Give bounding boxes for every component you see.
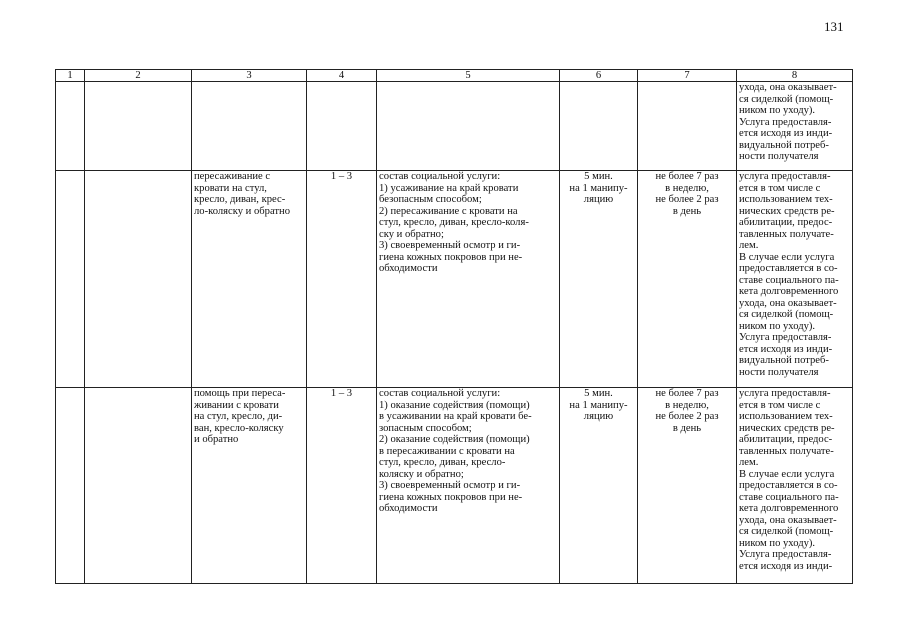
cell-text-line: предоставляется в со- <box>739 263 838 274</box>
cell-text-line: на 1 манипу- <box>569 182 628 194</box>
cell-text-line: не более 2 раз <box>655 411 719 422</box>
cell-text-line: ухода, она оказывает- <box>739 514 837 526</box>
cell-text-line: предоставляется в со- <box>739 480 838 491</box>
services-table <box>55 69 853 584</box>
cell-text-line: ставе социального па- <box>739 274 839 286</box>
cell-group: 1 – 3 <box>307 171 377 388</box>
cell-text-line: пересаживание с <box>194 171 271 182</box>
cell-duration <box>560 171 638 388</box>
cell-text-line: кровати на стул, <box>194 182 267 194</box>
cell-text-line: ся сиделкой (помощ- <box>739 93 834 105</box>
table-row <box>56 171 853 388</box>
header-cell: 2 <box>85 70 192 82</box>
cell-notes <box>737 82 853 171</box>
cell-text-line: нических средств ре- <box>739 205 835 217</box>
cell-text-line: 1) оказание содействия (помощи) <box>379 399 530 411</box>
page-number: 131 <box>824 19 844 34</box>
cell-service-name <box>192 82 307 171</box>
cell-text-line: ется в том числе с <box>739 399 821 411</box>
cell-text-line: ется в том числе с <box>739 182 821 194</box>
cell-text-line: ности получателя <box>739 151 819 162</box>
cell-text-line: ло-коляску и обратно <box>194 205 291 217</box>
cell-text-line: кресло, диван, крес- <box>194 194 286 205</box>
cell-text-line: обходимости <box>379 503 438 514</box>
cell-text-line: тавленных получате- <box>739 228 834 240</box>
cell-text-line: ся сиделкой (помощ- <box>739 526 834 537</box>
cell-text-line: безопасным способом; <box>379 194 482 205</box>
cell-text-line: использованием тех- <box>739 411 833 422</box>
cell-text-line: ляцию <box>583 411 614 422</box>
cell-notes <box>737 171 853 388</box>
cell-text-line: ван, кресло-коляску <box>194 422 284 434</box>
cell-duration <box>560 388 638 584</box>
cell-service-content <box>377 388 560 584</box>
cell-service-name <box>192 171 307 388</box>
cell-text-line: ником по уходу). <box>739 537 816 549</box>
header-cell: 7 <box>638 70 737 82</box>
cell-text-line: 5 мин. <box>584 171 613 182</box>
cell-text-line: нических средств ре- <box>739 422 835 434</box>
cell-text-line: тавленных получате- <box>739 445 834 457</box>
cell-text-line: ется исходя из инди- <box>739 128 833 139</box>
header-cell: 4 <box>307 70 377 82</box>
cell-text-line: в неделю, <box>665 182 709 194</box>
cell-text-line: в неделю, <box>665 399 709 411</box>
cell-service-name <box>192 388 307 584</box>
cell-col1 <box>56 82 85 171</box>
cell-text-line: видуальной потреб- <box>739 355 829 366</box>
cell-text-line: зопасным способом; <box>379 422 472 434</box>
cell-text-line: в день <box>672 422 702 434</box>
cell-text-line: 2) оказание содействия (помощи) <box>379 434 530 445</box>
cell-col1 <box>56 388 85 584</box>
cell-text-line: стул, кресло, диван, кресло- <box>379 457 506 468</box>
cell-text-line: кета долговременного <box>739 286 839 297</box>
cell-text-line: и обратно <box>194 434 239 445</box>
header-cell: 6 <box>560 70 638 82</box>
cell-frequency <box>638 171 737 388</box>
cell-group <box>307 82 377 171</box>
cell-text-line: лем. <box>739 240 759 251</box>
cell-text-line: лем. <box>739 457 759 468</box>
cell-text-line: ется исходя из инди- <box>739 560 833 572</box>
cell-col2 <box>85 171 192 388</box>
table-row <box>56 82 853 171</box>
table-row <box>56 388 853 584</box>
cell-text-line: ником по уходу). <box>739 320 816 332</box>
cell-text-line: ником по уходу). <box>739 105 816 116</box>
cell-text-line: абилитации, предос- <box>739 217 833 228</box>
cell-text-line: 3) своевременный осмотр и ги- <box>379 240 521 251</box>
cell-text-line: на 1 манипу- <box>569 399 628 411</box>
cell-service-content <box>377 82 560 171</box>
cell-notes <box>737 388 853 584</box>
cell-text-line: ухода, она оказывает- <box>739 297 837 309</box>
cell-text-line: 2) пересаживание с кровати на <box>379 205 518 217</box>
cell-frequency <box>638 388 737 584</box>
cell-text-line: коляску и обратно; <box>379 468 464 480</box>
cell-text-line: не более 7 раз <box>655 388 719 399</box>
cell-text-line: ляцию <box>583 194 614 205</box>
cell-text-line: ску и обратно; <box>379 228 444 240</box>
cell-col1 <box>56 171 85 388</box>
cell-text-line: В случае если услуга <box>739 251 835 263</box>
cell-text-line: кета долговременного <box>739 503 839 514</box>
cell-text-line: состав социальной услуги: <box>379 171 501 182</box>
cell-text-line: ухода, она оказывает- <box>739 82 837 93</box>
cell-text-line: абилитации, предос- <box>739 434 833 445</box>
cell-text-line: стул, кресло, диван, кресло-коля- <box>379 217 529 228</box>
cell-group: 1 – 3 <box>307 388 377 584</box>
cell-text-line: ся сиделкой (помощ- <box>739 309 834 320</box>
cell-text-line: живании с кровати <box>194 399 279 411</box>
header-row <box>56 70 853 82</box>
cell-text-line: Услуга предоставля- <box>739 116 832 128</box>
cell-duration <box>560 82 638 171</box>
cell-frequency <box>638 82 737 171</box>
cell-text-line: обходимости <box>379 263 438 274</box>
cell-text-line: ставе социального па- <box>739 491 839 503</box>
cell-service-content <box>377 171 560 388</box>
cell-text-line: 1) усаживание на край кровати <box>379 182 519 194</box>
cell-text-line: услуга предоставля- <box>739 171 831 182</box>
cell-text-line: Услуга предоставля- <box>739 549 832 560</box>
header-cell: 3 <box>192 70 307 82</box>
cell-col2 <box>85 388 192 584</box>
cell-text-line: не более 2 раз <box>655 194 719 205</box>
cell-text-line: ется исходя из инди- <box>739 343 833 355</box>
cell-text-line: использованием тех- <box>739 194 833 205</box>
cell-text-line: Услуга предоставля- <box>739 332 832 343</box>
cell-text-line: гиена кожных покровов при не- <box>379 251 523 263</box>
cell-text-line: В случае если услуга <box>739 468 835 480</box>
header-cell: 1 <box>56 70 85 82</box>
cell-text-line: в усаживании на край кровати бе- <box>379 411 532 422</box>
cell-text-line: в пересаживании с кровати на <box>379 445 515 457</box>
header-cell: 8 <box>737 70 853 82</box>
cell-text-line: состав социальной услуги: <box>379 388 501 399</box>
cell-text-line: услуга предоставля- <box>739 388 831 399</box>
cell-text-line: 3) своевременный осмотр и ги- <box>379 480 521 491</box>
cell-col2 <box>85 82 192 171</box>
cell-text-line: не более 7 раз <box>655 171 719 182</box>
header-cell: 5 <box>377 70 560 82</box>
cell-text-line: 5 мин. <box>584 388 613 399</box>
cell-text-line: в день <box>672 205 702 217</box>
cell-text-line: помощь при переса- <box>194 388 286 399</box>
cell-text-line: на стул, кресло, ди- <box>194 411 283 422</box>
cell-text-line: видуальной потреб- <box>739 139 829 151</box>
cell-text-line: ности получателя <box>739 366 819 378</box>
cell-text-line: гиена кожных покровов при не- <box>379 491 523 503</box>
